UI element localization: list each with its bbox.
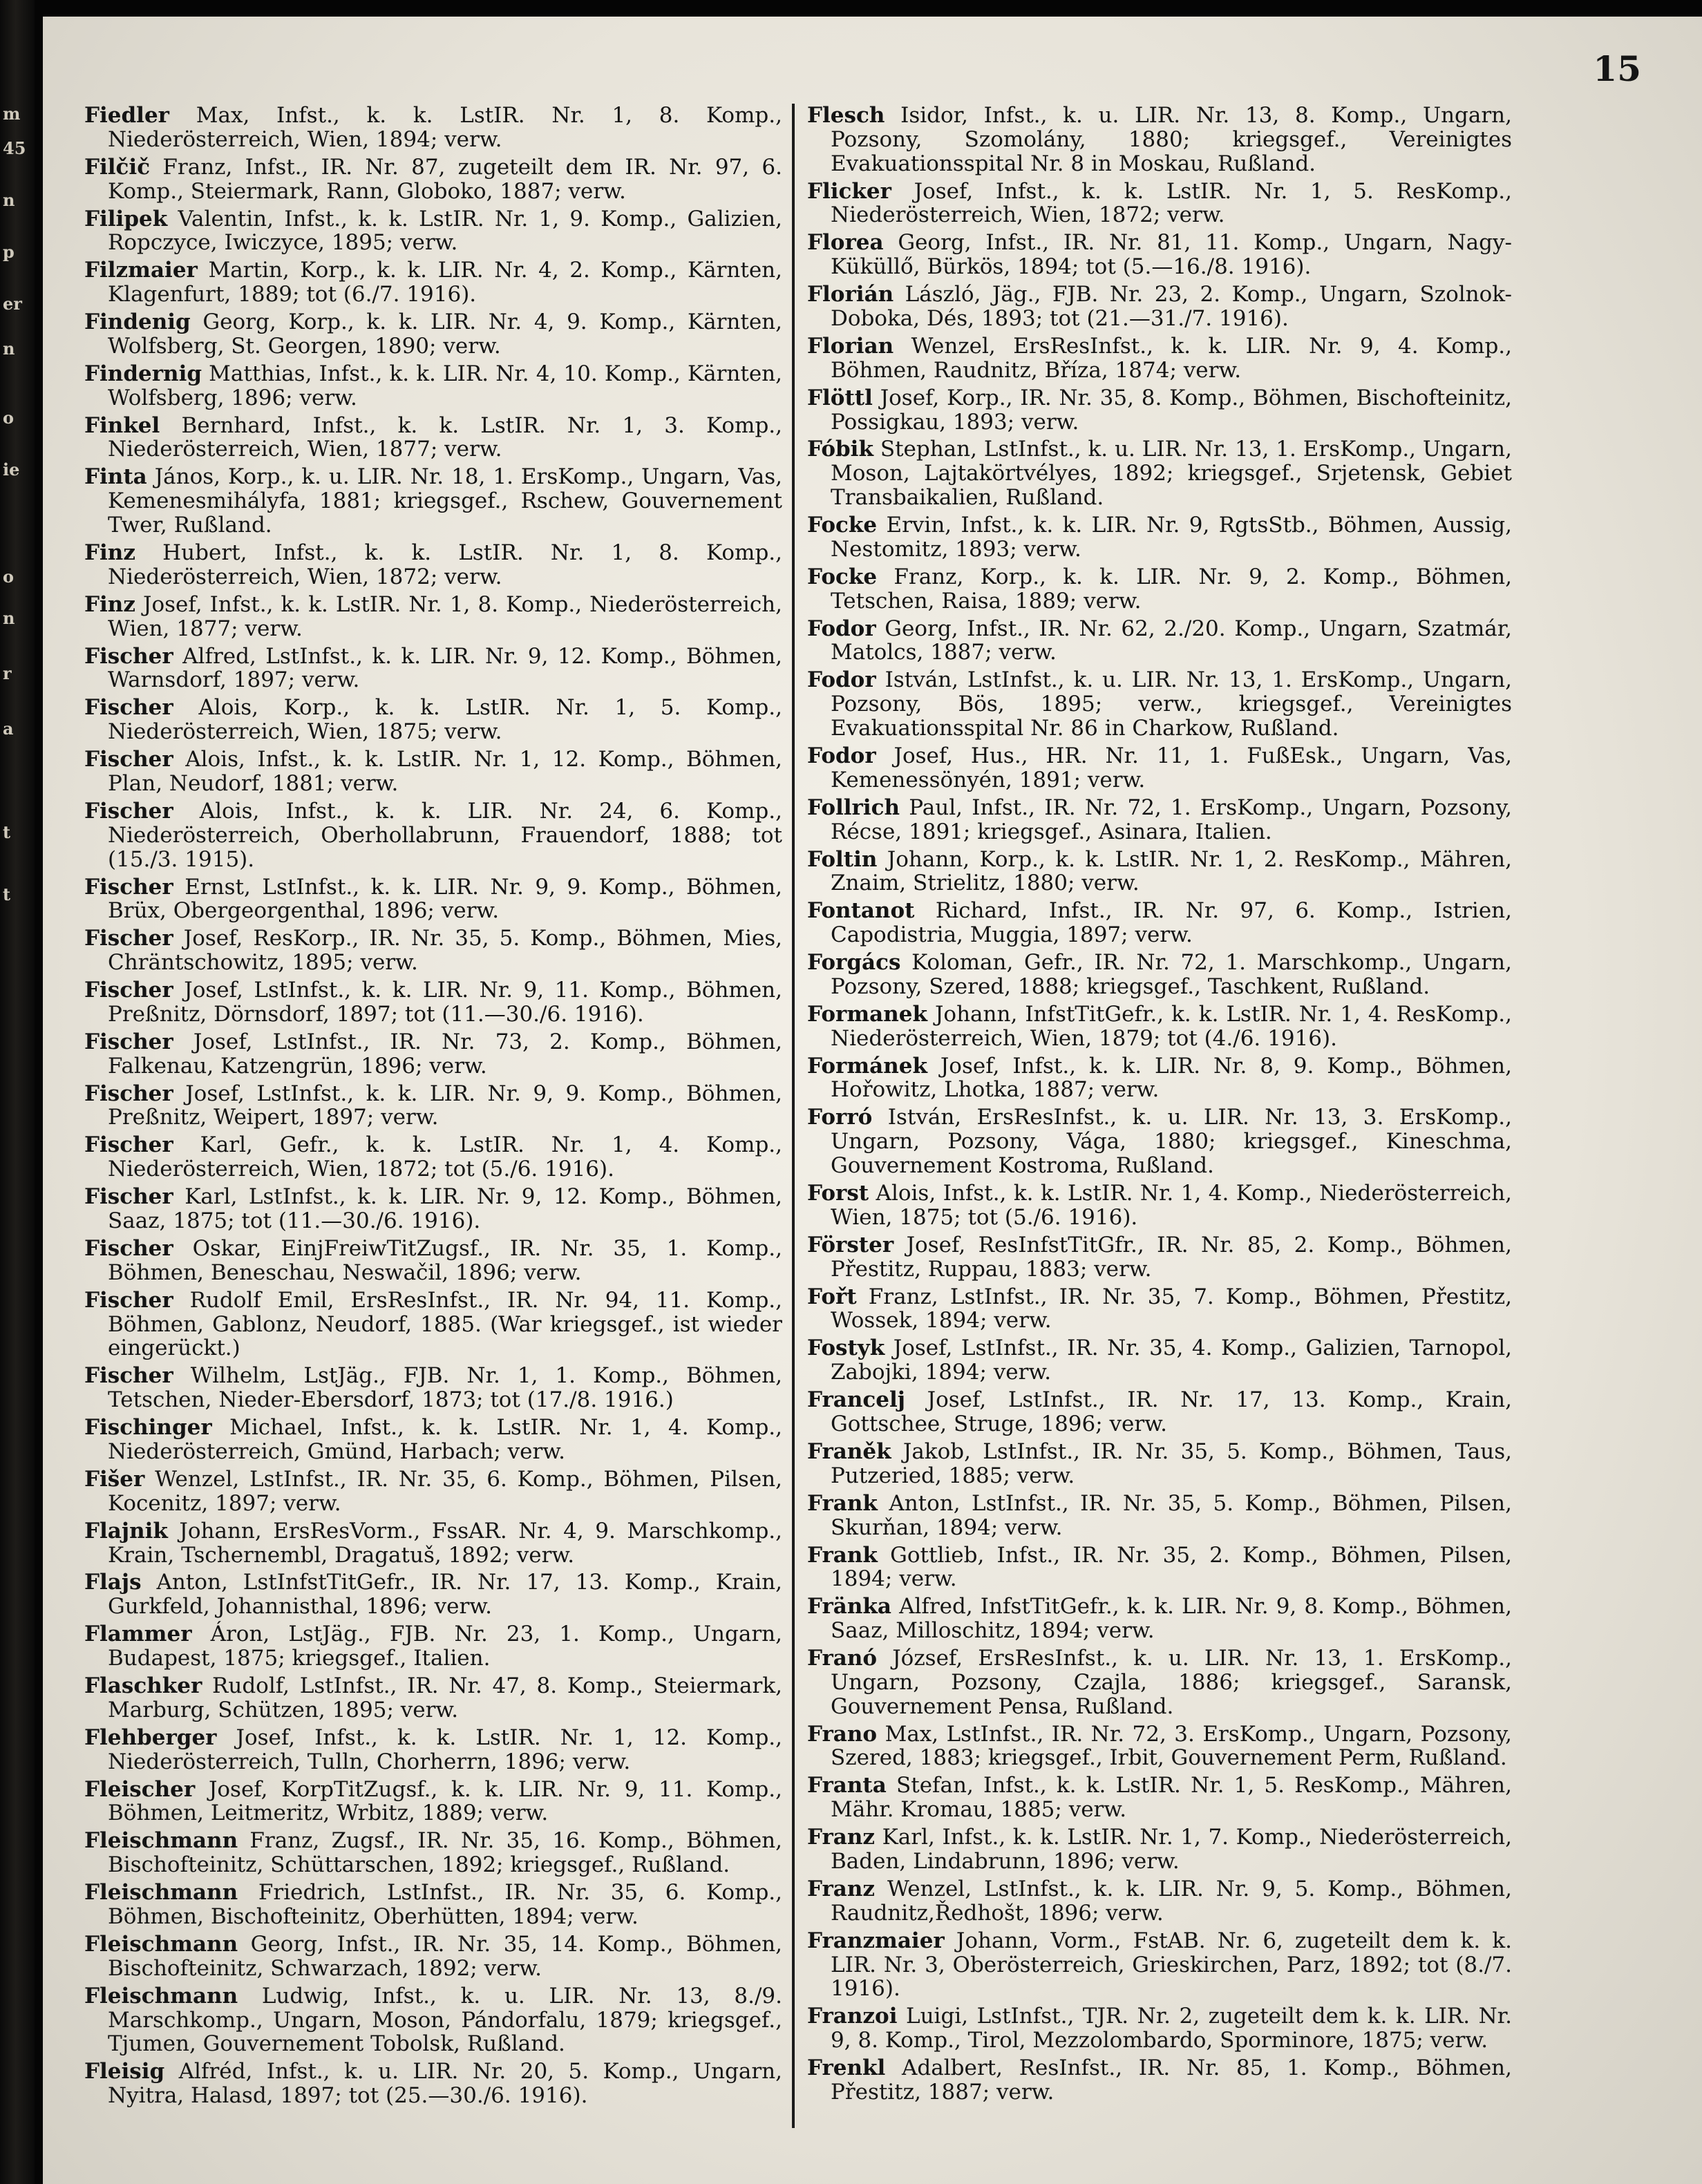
register-entry: [84, 1364, 782, 1412]
register-entry: [807, 1105, 1512, 1177]
register-entry: [807, 1774, 1512, 1822]
margin-fragment: p: [3, 242, 15, 262]
entry-surname: Follrich: [807, 795, 900, 820]
entry-details: Johann, ErsResVorm., FssAR. Nr. 4, 9. Marschkomp., Krain, Tschernembl, Dragatuš, 1892; verw.: [108, 1518, 782, 1568]
entry-surname: Florian: [807, 333, 894, 359]
register-entry: [807, 1646, 1512, 1718]
entry-details: Gottlieb, Infst., IR. Nr. 35, 2. Komp., Böhmen, Pilsen, 1894; verw.: [831, 1542, 1512, 1592]
entry-surname: Fleischmann: [84, 1983, 238, 2009]
entry-details: Bernhard, Infst., k. k. LstIR. Nr. 1, 3. Komp., Niederösterreich, Wien, 1877; verw.: [108, 412, 782, 462]
entry-details: Matthias, Infst., k. k. LIR. Nr. 4, 10. Komp., Kärnten, Wolfsberg, 1896; verw.: [108, 361, 782, 410]
entry-surname: Fischer: [84, 798, 173, 824]
entry-details: Georg, Infst., IR. Nr. 81, 11. Komp., Ungarn, Nagy-Küküllő, Bürkös, 1894; tot (5.—16./8. 1916).: [831, 230, 1512, 280]
entry-surname: Forgács: [807, 950, 901, 976]
entry-surname: Fischer: [84, 874, 173, 900]
entry-surname: Fleischmann: [84, 1931, 238, 1957]
entry-details: Johann, Vorm., FstAB. Nr. 6, zugeteilt dem k. k. LIR. Nr. 3, Oberösterreich, Grieskirchen, Parz, 1892; tot (8./7. 1916).: [831, 1928, 1512, 2002]
column-divider: [792, 104, 795, 2128]
entry-details: Isidor, Infst., k. u. LIR. Nr. 13, 8. Komp., Ungarn, Pozsony, Szomolány, 1880; kriegsgef., Vereinigtes Evakuationsspital Nr. 8 in Moskau, Rußland.: [831, 103, 1512, 176]
entry-details: Josef, Infst., k. k. LstIR. Nr. 1, 8. Komp., Niederösterreich, Wien, 1877; verw.: [108, 591, 782, 641]
register-entry: [807, 951, 1512, 999]
entry-surname: Finz: [84, 540, 135, 566]
entry-surname: Frank: [807, 1490, 878, 1516]
entry-surname: Flehberger: [84, 1725, 217, 1750]
entry-surname: Franěk: [807, 1438, 891, 1464]
entry-surname: Franzmaier: [807, 1928, 945, 1953]
entry-surname: Finta: [84, 464, 147, 490]
entry-details: Max, Infst., k. k. LstIR. Nr. 1, 8. Komp., Niederösterreich, Wien, 1894; verw.: [108, 103, 782, 152]
register-entry: [84, 1416, 782, 1464]
register-entry: [84, 748, 782, 796]
register-entry: [84, 1289, 782, 1360]
entry-surname: Frano: [807, 1721, 878, 1747]
entry-surname: Formanek: [807, 1001, 927, 1027]
entry-details: Wenzel, LstInfst., k. k. LIR. Nr. 9, 5. Komp., Böhmen, Raudnitz,Ředhošt, 1896; verw.: [831, 1876, 1512, 1926]
entry-details: Adalbert, ResInfst., IR. Nr. 85, 1. Komp., Böhmen, Přestitz, 1887; verw.: [831, 2055, 1512, 2105]
entry-surname: Fischer: [84, 926, 173, 951]
register-entry: [84, 1674, 782, 1722]
left-column: [84, 104, 782, 2111]
register-entry: [807, 1233, 1512, 1282]
entry-details: Koloman, Gefr., IR. Nr. 72, 1. Marschkomp., Ungarn, Pozsony, Szered, 1888; kriegsgef., Taschkent, Rußland.: [831, 950, 1512, 999]
entry-surname: Formánek: [807, 1053, 927, 1079]
entry-surname: Filzmaier: [84, 258, 198, 283]
register-entry: [807, 1929, 1512, 2001]
entry-surname: Fiedler: [84, 103, 170, 128]
register-entry: [84, 1726, 782, 1774]
register-entry: [84, 1933, 782, 1981]
register-entry: [84, 696, 782, 744]
register-entry: [84, 1984, 782, 2056]
entry-details: Johann, InfstTitGefr., k. k. LstIR. Nr. 1, 4. ResKomp., Niederösterreich, Wien, 1879; tot (4./6. 1916).: [831, 1001, 1512, 1051]
margin-fragment: t: [3, 884, 11, 904]
entry-surname: Forró: [807, 1105, 873, 1130]
margin-fragment: m: [3, 104, 21, 124]
entry-details: Max, LstInfst., IR. Nr. 72, 3. ErsKomp., Ungarn, Pozsony, Szered, 1883; kriegsgef., Irbit, Gouvernement Perm, Rußland.: [831, 1721, 1512, 1771]
entry-details: Paul, Infst., IR. Nr. 72, 1. ErsKomp., Ungarn, Pozsony, Récse, 1891; kriegsgef., Asinara, Italien.: [831, 795, 1512, 844]
entry-details: Alois, Korp., k. k. LstIR. Nr. 1, 5. Komp., Niederösterreich, Wien, 1875; verw.: [108, 695, 782, 745]
entry-details: Alfréd, Infst., k. u. LIR. Nr. 20, 5. Komp., Ungarn, Nyitra, Halasd, 1897; tot (25.—30./6. 1916).: [108, 2059, 782, 2109]
margin-fragment: 45: [3, 138, 26, 158]
register-entry: [807, 1492, 1512, 1540]
entry-surname: Fleischmann: [84, 1880, 238, 1906]
entry-details: Ludwig, Infst., k. u. LIR. Nr. 13, 8./9. Marschkomp., Ungarn, Moson, Pándorfalu, 1879; kriegsgef., Tjumen, Gouvernement Tobolsk, Rußland.: [108, 1983, 782, 2057]
margin-fragment: n: [3, 608, 15, 628]
entry-surname: Fleisig: [84, 2059, 165, 2085]
entry-details: Franz, Zugsf., IR. Nr. 35, 16. Komp., Böhmen, Bischofteinitz, Schüttarschen, 1892; kriegsgef., Rußland.: [108, 1828, 782, 1878]
entry-surname: Fischinger: [84, 1415, 212, 1441]
entry-surname: Fischer: [84, 1184, 173, 1210]
entry-details: Franz, Infst., IR. Nr. 87, zugeteilt dem IR. Nr. 97, 6. Komp., Steiermark, Rann, Globoko, 1887; verw.: [108, 154, 782, 204]
entry-surname: Fischer: [84, 1132, 173, 1158]
entry-surname: Fischer: [84, 643, 173, 669]
entry-surname: Florea: [807, 230, 884, 256]
register-entry: [84, 875, 782, 924]
entry-surname: Focke: [807, 513, 878, 538]
entry-details: Ervin, Infst., k. k. LIR. Nr. 9, RgtsStb., Böhmen, Aussig, Nestomitz, 1893; verw.: [831, 513, 1512, 562]
entry-details: Josef, LstInfst., IR. Nr. 73, 2. Komp., Böhmen, Falkenau, Katzengrün, 1896; verw.: [108, 1029, 782, 1079]
register-entry: [84, 155, 782, 204]
entry-surname: Flammer: [84, 1622, 192, 1647]
entry-surname: Fischer: [84, 1029, 173, 1054]
previous-page-margin: [0, 0, 35, 2184]
register-entry: [84, 207, 782, 256]
margin-fragment: n: [3, 190, 15, 210]
entry-surname: Finz: [84, 591, 135, 617]
margin-fragment: t: [3, 822, 11, 842]
entry-surname: Fleischer: [84, 1776, 196, 1802]
register-entry: [84, 1237, 782, 1285]
entry-surname: Franó: [807, 1646, 878, 1671]
register-entry: [84, 2060, 782, 2108]
register-entry: [807, 1722, 1512, 1771]
register-entry: [807, 437, 1512, 509]
entry-details: Anton, LstInfstTitGefr., IR. Nr. 17, 13. Komp., Krain, Gurkfeld, Johannisthal, 1896; verw.: [108, 1570, 782, 1620]
entry-details: Josef, LstInfst., k. k. LIR. Nr. 9, 11. Komp., Böhmen, Preßnitz, Dörnsdorf, 1897; tot (11.—30./6. 1916).: [108, 978, 782, 1027]
register-entry: [807, 386, 1512, 435]
margin-fragment: o: [3, 567, 15, 587]
register-entry: [84, 1185, 782, 1233]
entry-surname: Franz: [807, 1825, 876, 1850]
entry-surname: Findenig: [84, 310, 191, 335]
entry-surname: Fischer: [84, 1287, 173, 1313]
register-entry: [84, 978, 782, 1027]
register-entry: [84, 414, 782, 462]
entry-details: Josef, Infst., k. k. LstIR. Nr. 1, 12. Komp., Niederösterreich, Tulln, Chorherrn, 1896; verw.: [108, 1725, 782, 1774]
entry-details: Josef, Infst., k. k. LstIR. Nr. 1, 5. ResKomp., Niederösterreich, Wien, 1872; verw.: [831, 178, 1512, 228]
register-entry: [84, 541, 782, 589]
right-column: [807, 104, 1512, 2108]
entry-details: Rudolf Emil, ErsResInfst., IR. Nr. 94, 11. Komp., Böhmen, Gablonz, Neudorf, 1885. (War kriegsgef., ist wieder eingerückt.): [108, 1287, 782, 1361]
entry-details: Georg, Korp., k. k. LIR. Nr. 4, 9. Komp., Kärnten, Wolfsberg, St. Georgen, 1890; verw.: [108, 310, 782, 359]
register-entry: [807, 334, 1512, 383]
entry-details: Franz, Korp., k. k. LIR. Nr. 9, 2. Komp., Böhmen, Tetschen, Raisa, 1889; verw.: [831, 564, 1512, 614]
entry-surname: Frenkl: [807, 2055, 886, 2081]
margin-fragment: n: [3, 339, 15, 359]
entry-details: Josef, KorpTitZugsf., k. k. LIR. Nr. 9, 11. Komp., Böhmen, Leitmeritz, Wrbitz, 1889; verw.: [108, 1776, 782, 1826]
entry-surname: Florián: [807, 282, 894, 307]
entry-details: Johann, Korp., k. k. LstIR. Nr. 1, 2. ResKomp., Mähren, Znaim, Strielitz, 1880; verw.: [831, 846, 1512, 896]
entry-details: Stephan, LstInfst., k. u. LIR. Nr. 13, 1. ErsKomp., Ungarn, Moson, Lajtakörtvélyes, 1892; kriegsgef., Srjetensk, Gebiet Transbaikalien, Rußland.: [831, 437, 1512, 511]
entry-details: Áron, LstJäg., FJB. Nr. 23, 1. Komp., Ungarn, Budapest, 1875; kriegsgef., Italien.: [108, 1622, 782, 1671]
entry-surname: Fischer: [84, 1236, 173, 1261]
register-entry: [807, 1285, 1512, 1333]
entry-details: Josef, Korp., IR. Nr. 35, 8. Komp., Böhmen, Bischofteinitz, Possigkau, 1893; verw.: [831, 385, 1512, 435]
entry-surname: Findernig: [84, 361, 202, 386]
entry-details: István, ErsResInfst., k. u. LIR. Nr. 13, 3. ErsKomp., Ungarn, Pozsony, Vága, 1880; kriegsgef., Kineschma, Gouvernement Kostroma, Rußland.: [831, 1105, 1512, 1179]
register-entry: [84, 593, 782, 641]
entry-details: Alois, Infst., k. k. LstIR. Nr. 1, 4. Komp., Niederösterreich, Wien, 1875; tot (5./6. 1916).: [831, 1181, 1512, 1230]
entry-surname: Foltin: [807, 846, 878, 872]
entry-surname: Flicker: [807, 178, 891, 204]
register-entry: [84, 104, 782, 152]
entry-details: Alfred, LstInfst., k. k. LIR. Nr. 9, 12. Komp., Böhmen, Warnsdorf, 1897; verw.: [108, 643, 782, 693]
entry-surname: Forst: [807, 1181, 869, 1206]
register-entry: [807, 1595, 1512, 1643]
entry-surname: Fleischmann: [84, 1828, 238, 1854]
entry-details: Alfred, InfstTitGefr., k. k. LIR. Nr. 9, 8. Komp., Böhmen, Saaz, Milloschitz, 1894; verw.: [831, 1594, 1512, 1644]
entry-surname: Frank: [807, 1542, 878, 1568]
register-entry: [807, 668, 1512, 740]
entry-details: Josef, LstInfst., k. k. LIR. Nr. 9, 9. Komp., Böhmen, Preßnitz, Weipert, 1897; verw.: [108, 1081, 782, 1130]
register-entry: [807, 899, 1512, 947]
entry-details: Rudolf, LstInfst., IR. Nr. 47, 8. Komp., Steiermark, Marburg, Schützen, 1895; verw.: [108, 1673, 782, 1722]
entry-surname: Fostyk: [807, 1336, 885, 1361]
register-entry: [84, 799, 782, 871]
register-entry: [807, 1440, 1512, 1488]
entry-surname: Focke: [807, 564, 878, 589]
register-entry: [807, 283, 1512, 331]
register-entry: [807, 1181, 1512, 1230]
entry-surname: Fischer: [84, 695, 173, 721]
entry-details: Karl, LstInfst., k. k. LIR. Nr. 9, 12. Komp., Böhmen, Saaz, 1875; tot (11.—30./6. 1916).: [108, 1184, 782, 1234]
register-entry: [807, 1388, 1512, 1436]
register-entry: [807, 2004, 1512, 2053]
entry-surname: Flaschker: [84, 1673, 202, 1699]
entry-details: Karl, Infst., k. k. LstIR. Nr. 1, 7. Komp., Niederösterreich, Baden, Lindabrunn, 1896; verw.: [831, 1825, 1512, 1874]
register-entry: [807, 1825, 1512, 1874]
register-entry: [807, 180, 1512, 228]
register-entry: [84, 362, 782, 410]
entry-details: Wenzel, LstInfst., IR. Nr. 35, 6. Komp., Böhmen, Pilsen, Kocenitz, 1897; verw.: [108, 1466, 782, 1516]
register-entry: [807, 1003, 1512, 1051]
register-entry: [807, 565, 1512, 614]
entry-details: Friedrich, LstInfst., IR. Nr. 35, 6. Komp., Böhmen, Bischofteinitz, Oberhütten, 1894; verw.: [108, 1880, 782, 1929]
entry-surname: Francelj: [807, 1387, 906, 1413]
entry-details: István, LstInfst., k. u. LIR. Nr. 13, 1. ErsKomp., Ungarn, Pozsony, Bös, 1895; verw., kriegsgef., Vereinigtes Evakuationsspital Nr. 86 in Charkow, Rußland.: [831, 667, 1512, 741]
entry-details: Georg, Infst., IR. Nr. 35, 14. Komp., Böhmen, Bischofteinitz, Schwarzach, 1892; verw.: [108, 1931, 782, 1981]
register-entry: [84, 1133, 782, 1181]
register-entry: [84, 465, 782, 537]
register-entry: [807, 744, 1512, 792]
entry-surname: Fischer: [84, 1363, 173, 1389]
entry-details: Franz, LstInfst., IR. Nr. 35, 7. Komp., Böhmen, Přestitz, Wossek, 1894; verw.: [831, 1284, 1512, 1333]
register-entry: [84, 1082, 782, 1130]
margin-fragment: a: [3, 719, 14, 739]
entry-details: Martin, Korp., k. k. LIR. Nr. 4, 2. Komp., Kärnten, Klagenfurt, 1889; tot (6./7. 1916).: [108, 258, 782, 307]
entry-surname: Franz: [807, 1876, 876, 1901]
entry-details: László, Jäg., FJB. Nr. 23, 2. Komp., Ungarn, Szolnok-Doboka, Dés, 1893; tot (21.—31./7. 1916).: [831, 282, 1512, 331]
entry-surname: Franzoi: [807, 2004, 898, 2029]
register-entry: [84, 1881, 782, 1929]
entry-details: Josef, Hus., HR. Nr. 11, 1. FußEsk., Ungarn, Vas, Kemenessönyén, 1891; verw.: [831, 743, 1512, 792]
entry-details: Georg, Infst., IR. Nr. 62, 2./20. Komp., Ungarn, Szatmár, Matolcs, 1887; verw.: [831, 616, 1512, 665]
entry-surname: Flesch: [807, 103, 885, 128]
entry-surname: Flajs: [84, 1570, 142, 1595]
entry-details: Oskar, EinjFreiwTitZugsf., IR. Nr. 35, 1. Komp., Böhmen, Beneschau, Neswačil, 1896; verw.: [108, 1236, 782, 1285]
entry-surname: Flajnik: [84, 1518, 168, 1544]
entry-surname: Fořt: [807, 1284, 857, 1309]
register-entry: [84, 1030, 782, 1079]
entry-surname: Fränka: [807, 1594, 891, 1620]
entry-details: Michael, Infst., k. k. LstIR. Nr. 1, 4. Komp., Niederösterreich, Gmünd, Harbach; verw.: [108, 1415, 782, 1464]
register-entry: [84, 258, 782, 307]
entry-details: Alois, Infst., k. k. LstIR. Nr. 1, 12. Komp., Böhmen, Plan, Neudorf, 1881; verw.: [108, 747, 782, 796]
entry-surname: Filčič: [84, 154, 151, 180]
register-entry: [807, 2056, 1512, 2105]
entry-details: Valentin, Infst., k. k. LstIR. Nr. 1, 9. Komp., Galizien, Ropczyce, Iwiczyce, 1895; verw.: [108, 206, 782, 256]
page-number: 15: [1593, 48, 1641, 89]
entry-details: Wenzel, ErsResInfst., k. k. LIR. Nr. 9, 4. Komp., Böhmen, Raudnitz, Bříza, 1874; verw.: [831, 333, 1512, 383]
entry-surname: Fodor: [807, 616, 876, 641]
entry-details: Stefan, Infst., k. k. LstIR. Nr. 1, 5. ResKomp., Mähren, Mähr. Kromau, 1885; verw.: [831, 1773, 1512, 1823]
register-entry: [84, 927, 782, 975]
register-entry: [807, 617, 1512, 665]
entry-surname: Fischer: [84, 747, 173, 772]
entry-surname: Fodor: [807, 743, 876, 768]
entry-surname: Fontanot: [807, 898, 915, 924]
register-entry: [84, 1778, 782, 1826]
entry-details: Luigi, LstInfst., TJR. Nr. 2, zugeteilt dem k. k. LIR. Nr. 9, 8. Komp., Tirol, Mezzolombardo, Sporminore, 1875; verw.: [831, 2004, 1512, 2053]
register-entry: [84, 645, 782, 693]
entry-details: Wilhelm, LstJäg., FJB. Nr. 1, 1. Komp., Böhmen, Tetschen, Nieder-Ebersdorf, 1873; tot (17./8. 1916.): [108, 1363, 782, 1413]
register-entry: [84, 310, 782, 359]
margin-fragment: r: [3, 663, 12, 683]
register-entry: [84, 1519, 782, 1568]
entry-surname: Fischer: [84, 1081, 173, 1106]
entry-surname: Finkel: [84, 412, 160, 438]
entry-details: Richard, Infst., IR. Nr. 97, 6. Komp., Istrien, Capodistria, Muggia, 1897; verw.: [831, 898, 1512, 948]
entry-details: József, ErsResInfst., k. u. LIR. Nr. 13, 1. ErsKomp., Ungarn, Pozsony, Czajla, 1886; kriegsgef., Saransk, Gouvernement Pensa, Rußland.: [831, 1646, 1512, 1719]
entry-surname: Fischer: [84, 978, 173, 1003]
register-entry: [807, 796, 1512, 844]
entry-details: Josef, ResKorp., IR. Nr. 35, 5. Komp., Böhmen, Mies, Chräntschowitz, 1895; verw.: [108, 926, 782, 976]
entry-surname: Förster: [807, 1232, 894, 1257]
register-entry: [84, 1468, 782, 1516]
register-entry: [84, 1829, 782, 1877]
register-entry: [807, 1544, 1512, 1592]
entry-details: Hubert, Infst., k. k. LstIR. Nr. 1, 8. Komp., Niederösterreich, Wien, 1872; verw.: [108, 540, 782, 589]
register-entry: [84, 1570, 782, 1619]
entry-details: Josef, ResInfstTitGfr., IR. Nr. 85, 2. Komp., Böhmen, Přestitz, Ruppau, 1883; verw.: [831, 1232, 1512, 1282]
register-entry: [84, 1622, 782, 1671]
register-entry: [807, 1054, 1512, 1103]
entry-details: Alois, Infst., k. k. LIR. Nr. 24, 6. Komp., Niederösterreich, Oberhollabrunn, Frauendorf, 1888; tot (15./3. 1915).: [108, 798, 782, 872]
margin-fragment: ie: [3, 459, 20, 479]
margin-fragment: o: [3, 408, 15, 428]
entry-details: Josef, LstInfst., IR. Nr. 17, 13. Komp., Krain, Gottschee, Struge, 1896; verw.: [831, 1387, 1512, 1436]
entry-surname: Franta: [807, 1773, 887, 1798]
entry-details: Jakob, LstInfst., IR. Nr. 35, 5. Komp., Böhmen, Taus, Putzeried, 1885; verw.: [831, 1438, 1512, 1488]
register-entry: [807, 104, 1512, 175]
entry-details: Ernst, LstInfst., k. k. LIR. Nr. 9, 9. Komp., Böhmen, Brüx, Obergeorgenthal, 1896; verw.: [108, 874, 782, 924]
entry-details: János, Korp., k. u. LIR. Nr. 18, 1. ErsKomp., Ungarn, Vas, Kemenesmihályfa, 1881; kriegsgef., Rschew, Gouvernement Twer, Rußland.: [108, 464, 782, 538]
entry-details: Josef, LstInfst., IR. Nr. 35, 4. Komp., Galizien, Tarnopol, Zabojki, 1894; verw.: [831, 1336, 1512, 1385]
register-entry: [807, 231, 1512, 279]
margin-fragment: er: [3, 294, 22, 314]
entry-details: Anton, LstInfst., IR. Nr. 35, 5. Komp., Böhmen, Pilsen, Skurňan, 1894; verw.: [831, 1490, 1512, 1540]
register-entry: [807, 513, 1512, 562]
entry-surname: Fodor: [807, 667, 876, 693]
entry-surname: Flöttl: [807, 385, 873, 410]
entry-surname: Fišer: [84, 1466, 145, 1492]
entry-surname: Filipek: [84, 206, 168, 231]
register-entry: [807, 1336, 1512, 1385]
entry-details: Josef, Infst., k. k. LIR. Nr. 8, 9. Komp., Böhmen, Hořowitz, Lhotka, 1887; verw.: [831, 1053, 1512, 1103]
register-entry: [807, 848, 1512, 896]
entry-surname: Fóbik: [807, 437, 873, 462]
register-entry: [807, 1877, 1512, 1926]
entry-details: Karl, Gefr., k. k. LstIR. Nr. 1, 4. Komp., Niederösterreich, Wien, 1872; tot (5./6. 1916).: [108, 1132, 782, 1182]
